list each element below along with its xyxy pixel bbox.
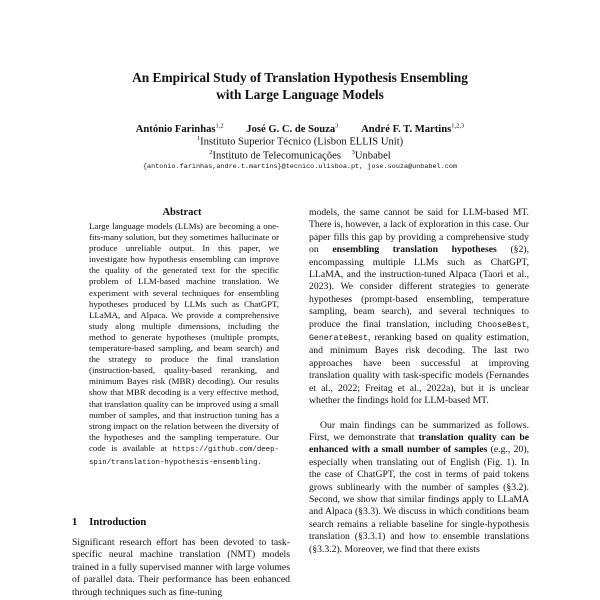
abstract-heading: Abstract bbox=[162, 207, 202, 218]
affiliation-line-1: $^1$Instituto Superior Técnico (Lisbon ELLIS Unit) bbox=[196, 135, 404, 148]
bold-phrase-ensembling: ensembling translation hypotheses bbox=[332, 244, 497, 256]
author-emails: {antonio.farinhas,andre.t.martins}@tecnico.ulisboa.pt, jose.souza@unbabel.com bbox=[142, 163, 458, 171]
title-line-2: with Large Language Models bbox=[216, 87, 384, 102]
section-number: 1 bbox=[72, 517, 78, 528]
right-column bbox=[309, 207, 529, 556]
abstract-body bbox=[89, 221, 279, 469]
section-heading-introduction bbox=[72, 517, 146, 528]
affiliation-line-2: $^2$Instituto de Telecomunicações $^3$Unbabel bbox=[209, 149, 391, 162]
author-1: António Farinhas$^{1,2}$ bbox=[135, 122, 224, 135]
author-2: José G. C. de Souza$^3$ bbox=[246, 122, 339, 135]
introduction-text: Significant research effort has been devoted to task-specific neural machine translation (NMT) models trained in a fully supervised manner with large volumes of parallel data. Their performance has been enhanced through techniques such as fine-tuning bbox=[72, 537, 290, 598]
paper-title bbox=[60, 69, 540, 103]
right-paragraph-1: models, the same cannot be said for LLM-based MT. There is, however, a lack of exploration in this case. Our paper fills this gap by providing a comprehensive study on ensembling translation hypotheses (§2), encompassing multiple LLMs such as ChatGPT, LLaMA, and the instruction-tuned Alpaca (Taori et al., 2023). We consider different strategies to generate hypotheses (prompt-based ensembling, temperature sampling, beam search), and several techniques to produce the final translation, including ChooseBest, GenerateBest, reranking based on quality estimation, and minimum Bayes risk decoding. The last two approaches have been successful at improving translation quality with task-specific models (Fernandes et al., 2022; Freitag et al., 2022a), but it is unclear whether the findings hold for LLM-based MT. bbox=[309, 207, 529, 407]
section-title: Introduction bbox=[89, 517, 147, 528]
abstract-text: Large language models (LLMs) are becoming a one-fits-many solution, but they sometimes hallucinate or produce unreliable output. In this paper, we investigate how hypothesis ensembling can improve the quality of the generated text for the specific problem of LLM-based machine translation. We experiment with several techniques for ensembling hypotheses produced by LLMs such as ChatGPT, LLaMA, and Alpaca. We provide a comprehensive study along multiple dimensions, including the method to generate hypotheses (multiple prompts, temperature-based sampling, and beam search) and the strategy to produce the final translation (instruction-based, quality-based reranking, and minimum Bayes risk (MBR) decoding). Our results show that MBR decoding is a very effective method, that translation quality can be improved using a small number of samples, and that instruction tuning has a strong impact on the relation between the diversity of the hypotheses and the sampling temperature. Our code is available at bbox=[89, 221, 279, 453]
right-paragraph-2: Our main findings can be summarized as follows. First, we demonstrate that translation quality can be enhanced with a small number of samples (e.g., 20), especially when translating out of English (Fig. 1). In the case of ChatGPT, the cost in terms of paid tokens grows sublinearly with the number of samples (§3.2). Second, we show that similar findings apply to LLaMA and Alpaca (§3.3). We discuss in which conditions beam search remains a reliable baseline for single-hypothesis translation (§3.3.1) and how to ensemble translations (§3.3.2). Moreover, we find that there exists bbox=[309, 419, 530, 555]
code-link[interactable]: https://github.com/deep-spin/translation-hypothesis-ensembling. bbox=[89, 445, 279, 467]
title-line-1: An Empirical Study of Translation Hypothesis Ensembling bbox=[132, 70, 468, 85]
author-3: André F. T. Martins$^{1,2,3}$ bbox=[361, 122, 465, 135]
bold-phrase-quality: translation quality can be enhanced with a small number of samples bbox=[309, 431, 530, 456]
